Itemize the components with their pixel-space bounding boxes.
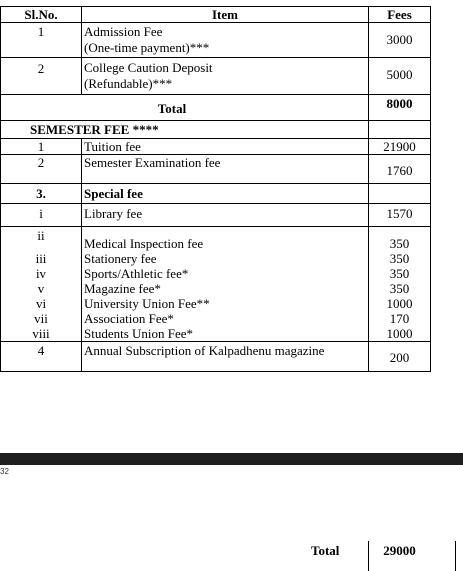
cell-item: Annual Subscription of Kalpadhenu magazine: [84, 343, 325, 358]
cell-slno: vii: [34, 311, 48, 326]
special-fee-heading: Special fee: [84, 186, 143, 201]
cell-item: Stationery fee: [84, 251, 157, 266]
page-number: 32: [0, 467, 9, 476]
row-rule: [0, 183, 431, 184]
cell-item-note: (One-time payment)***: [84, 40, 210, 55]
subtotal-value: 8000: [386, 96, 413, 111]
page-gap: [0, 375, 463, 453]
grand-total-value: 29000: [383, 543, 416, 558]
cell-slno: 2: [37, 155, 45, 170]
cell-slno: iii: [35, 251, 47, 266]
cell-fee: 350: [389, 251, 410, 266]
cell-item: University Union Fee**: [84, 296, 210, 311]
cell-item: Medical Inspection fee: [84, 236, 204, 251]
cell-fee: 200: [389, 350, 410, 365]
row-rule: [0, 94, 431, 95]
cell-slno: 4: [37, 343, 45, 358]
cell-item: Tuition fee: [84, 139, 141, 154]
header-slno: Sl.No.: [24, 7, 58, 22]
cell-slno: ii: [37, 228, 45, 243]
total-cell-right-border: [455, 541, 456, 571]
semester-fee-heading: SEMESTER FEE ****: [30, 122, 159, 137]
table-bottom-border: [0, 371, 431, 372]
cell-item: College Caution Deposit: [84, 60, 213, 75]
cell-fee: 350: [389, 266, 410, 281]
row-rule: [0, 203, 431, 204]
cell-fee: 1760: [386, 163, 413, 178]
cell-slno: vi: [35, 296, 47, 311]
cell-item: Magazine fee*: [84, 281, 161, 296]
cell-slno: 1: [37, 24, 45, 39]
header-rule: [0, 22, 431, 23]
cell-fee: 170: [389, 311, 410, 326]
cell-slno: viii: [32, 326, 50, 341]
header-item: Item: [212, 7, 238, 22]
cell-fee: 1000: [386, 326, 413, 341]
cell-fee: 3000: [386, 32, 413, 47]
cell-slno: iv: [35, 266, 47, 281]
cell-item: Students Union Fee*: [84, 326, 194, 341]
row-rule: [0, 226, 431, 227]
cell-fee: 350: [389, 236, 410, 251]
cell-fee: 21900: [383, 139, 416, 154]
cell-item: Sports/Athletic fee*: [84, 266, 189, 281]
row-rule: [0, 120, 431, 121]
cell-slno: 2: [37, 61, 45, 76]
cell-fee: 1570: [386, 206, 413, 221]
cell-item: Library fee: [84, 206, 143, 221]
cell-item: Admission Fee: [84, 24, 163, 39]
cell-slno: 3.: [36, 186, 46, 201]
cell-item-note: (Refundable)***: [84, 76, 173, 91]
table-right-border: [430, 6, 431, 372]
header-fees: Fees: [387, 7, 412, 22]
cell-fee: 350: [389, 281, 410, 296]
cell-item: Association Fee*: [84, 311, 174, 326]
cell-slno: v: [37, 281, 45, 296]
table-col-divider-1b: [81, 138, 82, 372]
cell-fee: 5000: [386, 67, 413, 82]
cell-slno: 1: [37, 139, 45, 154]
row-rule: [0, 341, 431, 342]
page-break-bar: [0, 453, 463, 465]
row-rule: [0, 57, 431, 58]
grand-total-label: Total: [311, 543, 340, 558]
cell-item: Semester Examination fee: [84, 155, 221, 170]
cell-fee: 1000: [386, 296, 413, 311]
cell-slno: i: [39, 206, 43, 221]
subtotal-label: Total: [157, 101, 187, 116]
